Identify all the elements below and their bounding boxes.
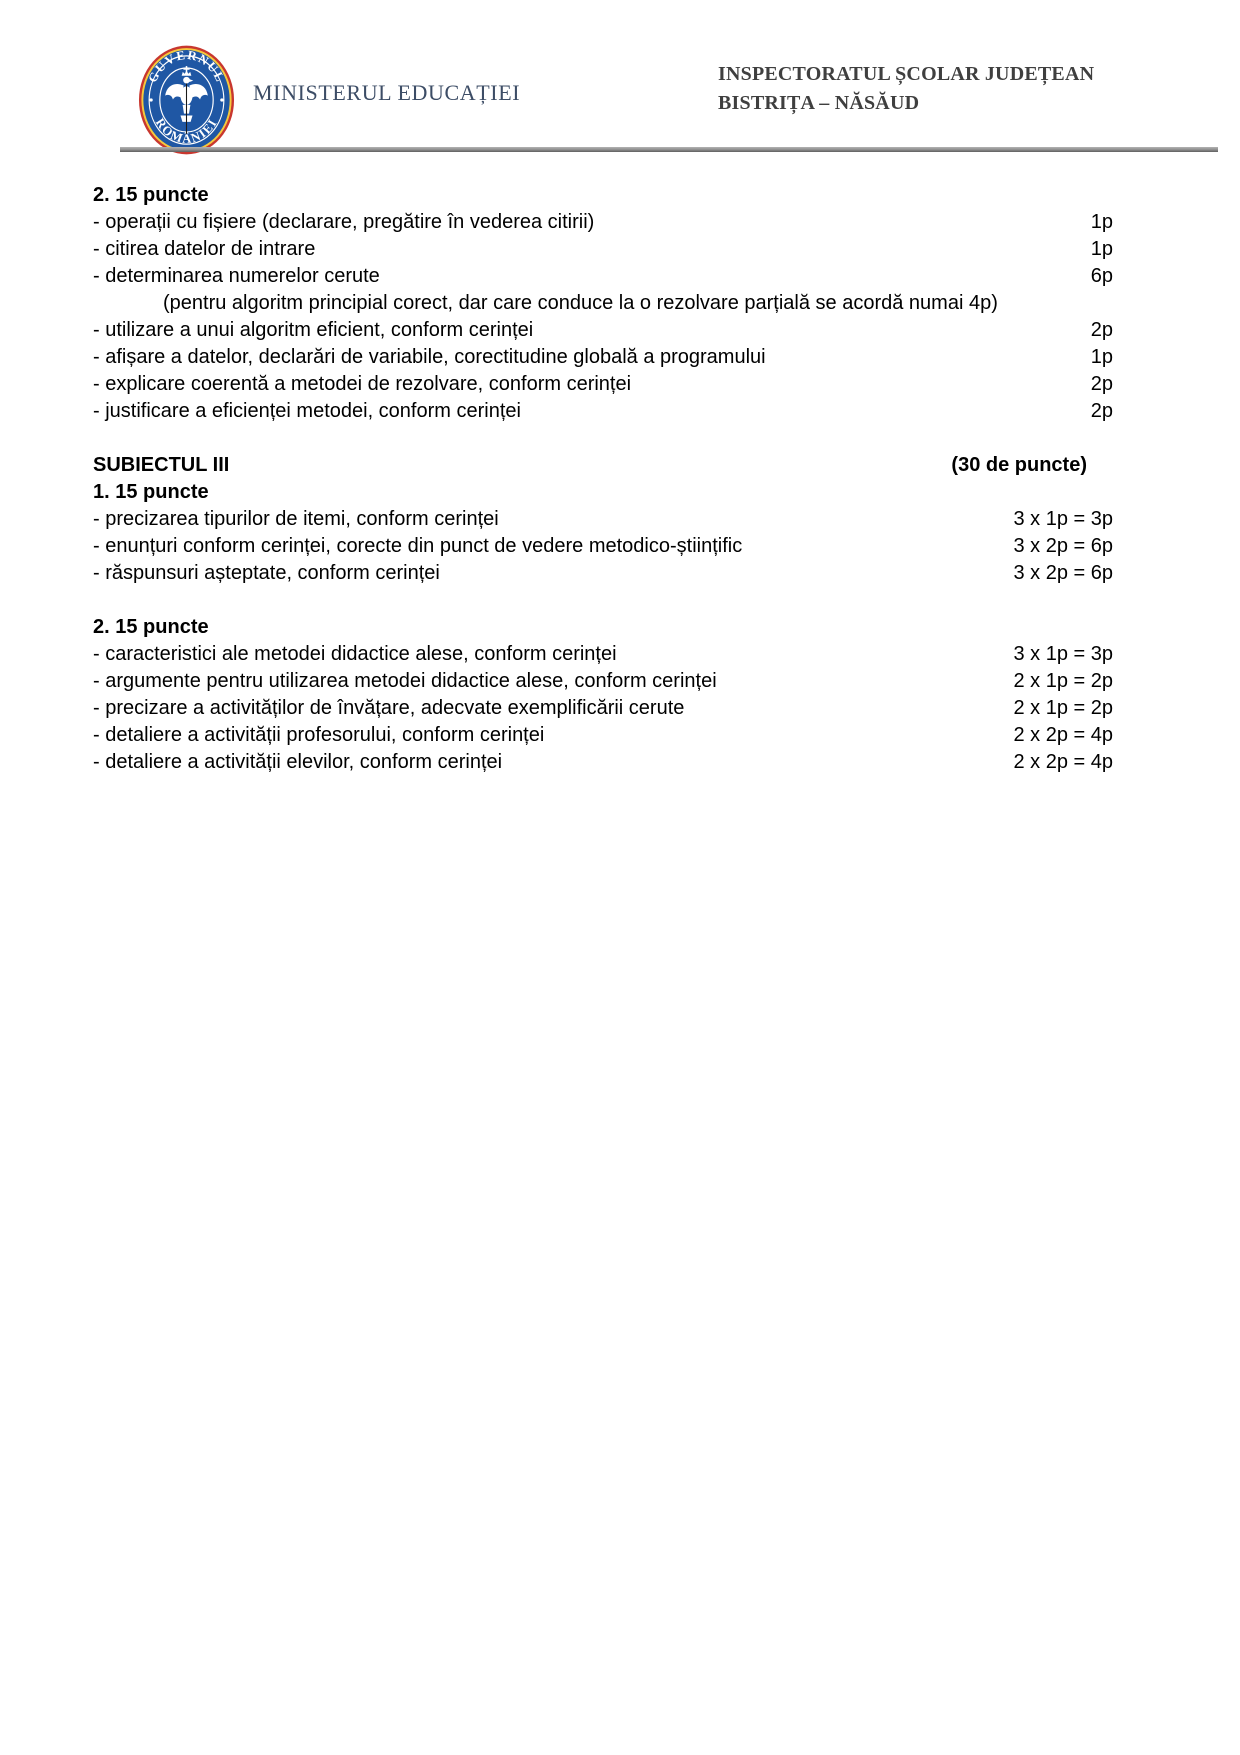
criterion-text: - determinarea numerelor cerute [93,265,380,287]
criterion-text: - enunțuri conform cerinței, corecte din punct de vedere metodico-științific [93,535,743,557]
criterion-text: - răspunsuri așteptate, conform cerinței [93,562,440,584]
rubric-row [93,371,1113,398]
points-value: 1p [1090,346,1113,368]
criterion-text: - citirea datelor de intrare [93,238,316,260]
criterion-text: - precizarea tipurilor de itemi, conform cerinței [93,508,499,530]
blank-line [93,587,1113,614]
points-value: 1p [1090,211,1113,233]
points-value: 2p [1090,319,1113,341]
inspectorate-title [718,60,1094,118]
subject-total-points: (30 de puncte) [951,454,1087,476]
points-value: 1p [1090,238,1113,260]
criterion-text: - justificare a eficienței metodei, conform cerinței [93,400,521,422]
guvernul-romaniei-logo [138,44,235,156]
criterion-text: - operații cu fișiere (declarare, pregătire în vederea citirii) [93,211,595,233]
inspectorate-line1: INSPECTORATUL ȘCOLAR JUDEȚEAN [718,63,1095,85]
points-value: 3 x 1p = 3p [1013,508,1113,530]
points-value: 2p [1090,400,1113,422]
criterion-text: - caracteristici ale metodei didactice alese, conform cerinței [93,643,617,665]
subject-heading-row [93,452,1113,479]
rubric-row [93,668,1113,695]
rubric-row [93,317,1113,344]
logo-top-text: GUVERNUL [145,47,228,85]
points-value: 3 x 2p = 6p [1013,562,1113,584]
criterion-text: - precizare a activităților de învățare, adecvate exemplificării cerute [93,697,685,719]
section-heading: 2. 15 puncte [93,184,209,206]
points-value: 2 x 1p = 2p [1013,670,1113,692]
criterion-text: - utilizare a unui algoritm eficient, conform cerinței [93,319,534,341]
logo-bottom-text: ROMÂNIEI [152,115,221,146]
points-value: 2 x 1p = 2p [1013,697,1113,719]
rubric-row [93,749,1113,776]
subject-title: SUBIECTUL III [93,454,230,476]
points-value: 2 x 2p = 4p [1013,724,1113,746]
criterion-text: - detaliere a activității profesorului, conform cerinței [93,724,545,746]
rubric-row [93,695,1113,722]
criterion-text: - explicare coerentă a metodei de rezolvare, conform cerinței [93,373,632,395]
rubric-row [93,533,1113,560]
rubric-row [93,236,1113,263]
criterion-text: - argumente pentru utilizarea metodei didactice alese, conform cerinței [93,670,717,692]
rubric-row [93,209,1113,236]
section-heading: 2. 15 puncte [93,616,209,638]
partial-credit-note: (pentru algoritm principial corect, dar care conduce la o rezolvare parțială se acordă numai 4p) [163,292,998,314]
rubric-row [93,641,1113,668]
rubric-content [93,182,1113,776]
points-value: 2p [1090,373,1113,395]
points-value: 3 x 2p = 6p [1013,535,1113,557]
rubric-row [93,344,1113,371]
rubric-row [93,506,1113,533]
criterion-text: - afișare a datelor, declarări de variabile, corectitudine globală a programului [93,346,766,368]
rubric-row [93,722,1113,749]
rubric-row [93,560,1113,587]
points-value: 2 x 2p = 4p [1013,751,1113,773]
header-rule [120,147,1218,152]
points-value: 6p [1090,265,1113,287]
criterion-text: - detaliere a activității elevilor, conform cerinței [93,751,503,773]
rubric-row [93,398,1113,425]
section-heading: 1. 15 puncte [93,481,209,503]
blank-line [93,425,1113,452]
rubric-row [93,263,1113,290]
points-value: 3 x 1p = 3p [1013,643,1113,665]
inspectorate-line2: BISTRIȚA – NĂSĂUD [718,92,920,114]
ministry-title: MINISTERUL EDUCAȚIEI [253,80,521,105]
